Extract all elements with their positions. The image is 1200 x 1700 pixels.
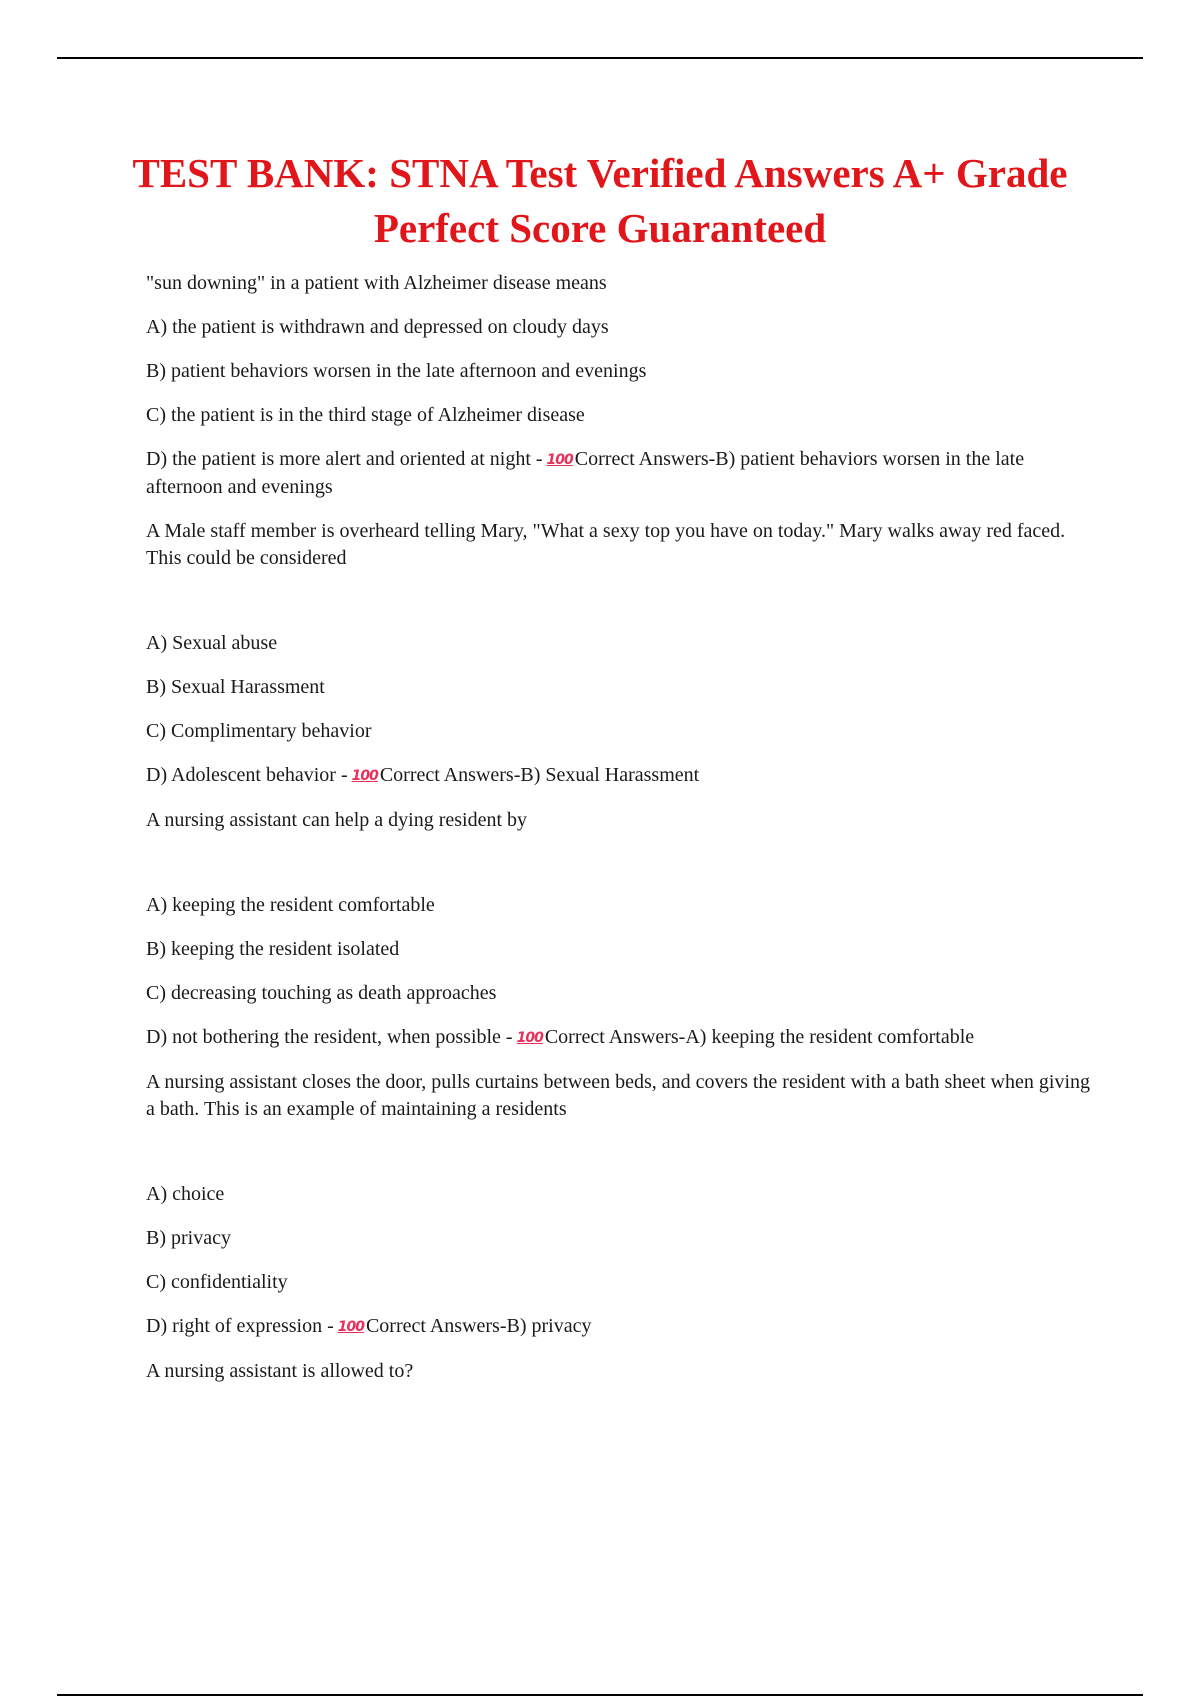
question-text: "sun downing" in a patient with Alzheimer disease means bbox=[146, 272, 607, 294]
correct-answer: Correct Answers-A) keeping the resident comfortable bbox=[544, 1026, 975, 1048]
option-b: B) keeping the resident isolated bbox=[146, 938, 400, 960]
question-list bbox=[146, 270, 1091, 1402]
bottom-rule bbox=[57, 1694, 1143, 1696]
question-block-3 bbox=[146, 807, 1091, 1052]
question-text: A nursing assistant closes the door, pulls curtains between beds, and covers the resident with a bath sheet when giving a bath. This is an example of maintaining a residents bbox=[146, 1071, 1090, 1120]
correct-answer: Correct Answers-B) patient behaviors worsen in the late afternoon and evenings bbox=[146, 448, 1025, 498]
option-a: A) Sexual abuse bbox=[146, 632, 278, 654]
hundred-points-icon: 100 bbox=[337, 1319, 364, 1335]
page-title: TEST BANK: STNA Test Verified Answers A+ Grade Perfect Score Guaranteed bbox=[132, 150, 1068, 251]
correct-answer: Correct Answers-B) privacy bbox=[365, 1315, 592, 1337]
question-block-1 bbox=[146, 270, 1091, 501]
option-d-with-answer bbox=[146, 762, 1091, 790]
option-a: A) choice bbox=[146, 1183, 225, 1205]
option-b: B) Sexual Harassment bbox=[146, 676, 325, 698]
option-a: A) keeping the resident comfortable bbox=[146, 894, 435, 916]
hundred-points-icon: 100 bbox=[546, 452, 573, 468]
option-d-with-answer bbox=[146, 1024, 1091, 1052]
option-d: D) the patient is more alert and oriented at night - bbox=[146, 448, 543, 470]
option-a: A) the patient is withdrawn and depressed on cloudy days bbox=[146, 316, 609, 338]
hundred-points-icon: 100 bbox=[516, 1030, 543, 1046]
option-d-with-answer bbox=[146, 1313, 1091, 1341]
question-text: A nursing assistant can help a dying resident by bbox=[146, 809, 528, 831]
question-block-5 bbox=[146, 1358, 1091, 1385]
option-c: C) confidentiality bbox=[146, 1271, 288, 1293]
question-text: A Male staff member is overheard telling Mary, "What a sexy top you have on today." Mary walks away red faced. This could be considered bbox=[146, 520, 1066, 569]
option-b: B) privacy bbox=[146, 1227, 231, 1249]
option-d-with-answer bbox=[146, 446, 1091, 501]
option-c: C) decreasing touching as death approaches bbox=[146, 982, 497, 1004]
option-d: D) right of expression - bbox=[146, 1315, 334, 1337]
option-c: C) the patient is in the third stage of Alzheimer disease bbox=[146, 404, 585, 426]
option-c: C) Complimentary behavior bbox=[146, 720, 372, 742]
hundred-points-icon: 100 bbox=[351, 768, 378, 784]
option-d: D) Adolescent behavior - bbox=[146, 764, 348, 786]
option-b: B) patient behaviors worsen in the late afternoon and evenings bbox=[146, 360, 647, 382]
question-block-2 bbox=[146, 518, 1091, 790]
question-block-4 bbox=[146, 1069, 1091, 1341]
correct-answer: Correct Answers-B) Sexual Harassment bbox=[379, 764, 700, 786]
question-text: A nursing assistant is allowed to? bbox=[146, 1360, 414, 1382]
top-rule bbox=[57, 57, 1143, 59]
option-d: D) not bothering the resident, when possible - bbox=[146, 1026, 513, 1048]
